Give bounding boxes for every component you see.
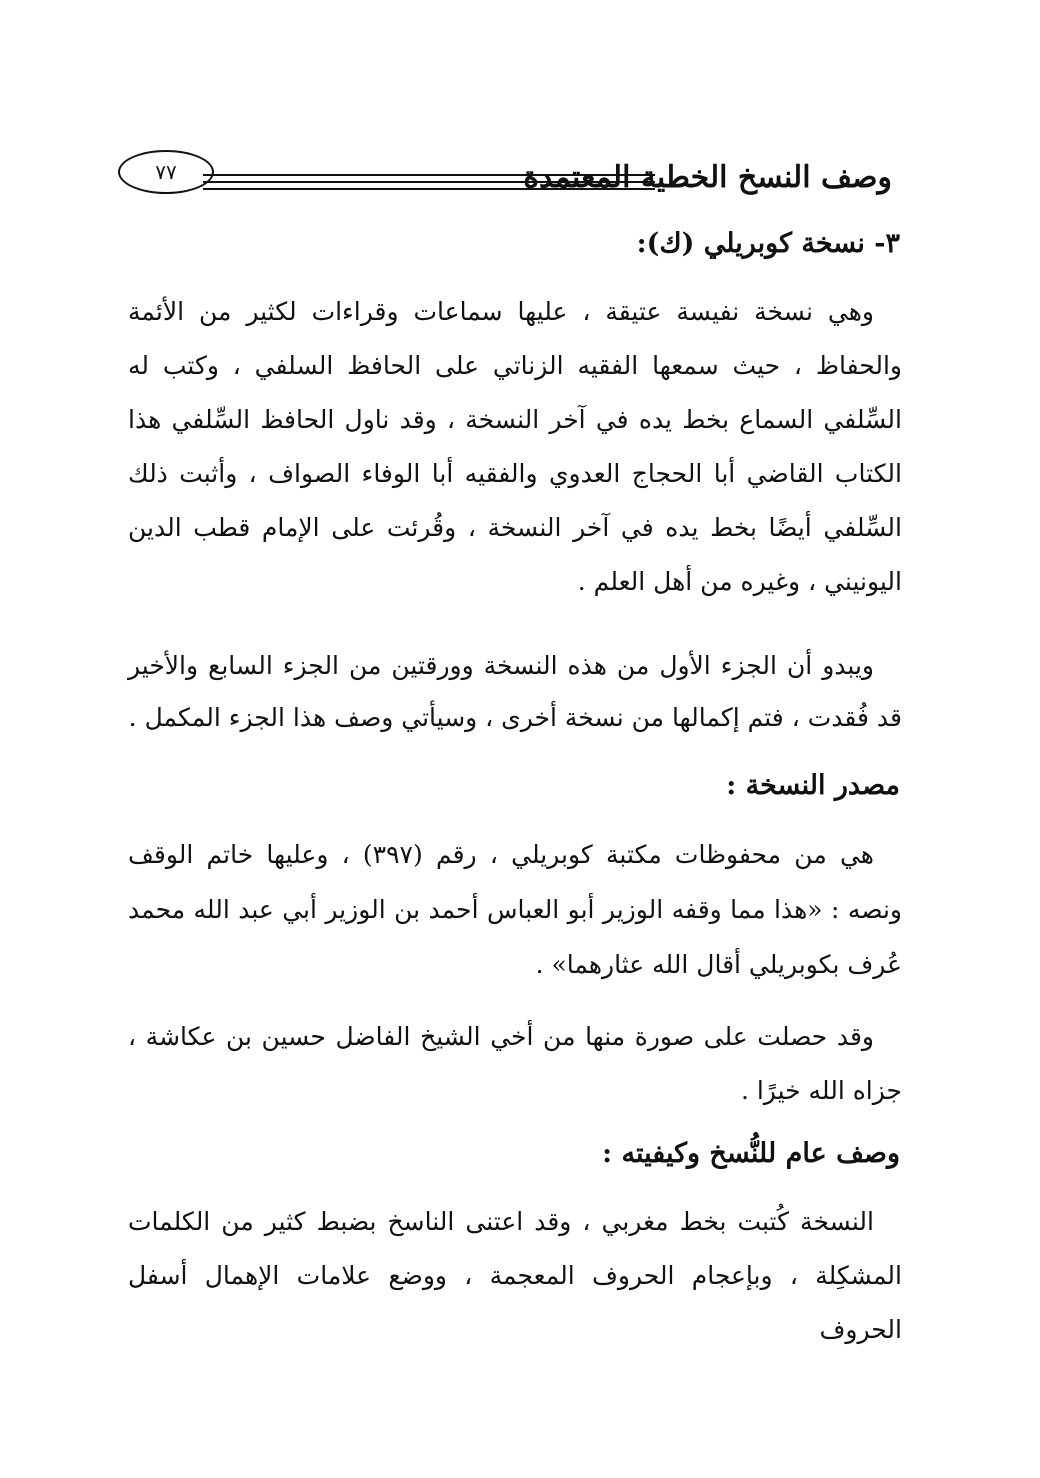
paragraph-acknowledgement bbox=[128, 1010, 902, 1118]
running-header-title: وصف النسخ الخطية المعتمدة bbox=[523, 160, 892, 195]
header-rule-bottom bbox=[203, 188, 655, 190]
paragraph-text: وقد حصلت على صورة منها من أخي الشيخ الفاضل حسين بن عكاشة ، جزاه الله خيرًا . bbox=[128, 1022, 902, 1105]
section-heading-koprulu-copy: ٣- نسخة كوبريلي (ك): bbox=[636, 228, 900, 259]
header-rule-top bbox=[203, 174, 655, 176]
section-heading-general-description: وصف عام للنُّسخ وكيفيته : bbox=[602, 1138, 900, 1169]
page-number-badge bbox=[118, 150, 214, 194]
paragraph-copy-description bbox=[128, 285, 902, 609]
paragraph-missing-parts bbox=[128, 640, 902, 744]
page-number: ٧٧ bbox=[155, 160, 177, 184]
header-rule-middle bbox=[203, 181, 655, 183]
paragraph-text: هي من محفوظات مكتبة كوبريلي ، رقم (٣٩٧) ، وعليها خاتم الوقف ونصه : «هذا مما وقفه الوزير أبو العباس أحمد بن الوزير أبي عبد الله محمد عُرف بكوبريلي أقال الله عثارهما» . bbox=[128, 840, 902, 979]
paragraph-text: وهي نسخة نفيسة عتيقة ، عليها سماعات وقراءات لكثير من الأئمة والحفاظ ، حيث سمعها الفقيه الزناتي على الحافظ السلفي ، وكتب له السِّلفي السماع بخط يده في آخر النسخة ، وقد ناول الحافظ السِّلفي هذا الكتاب القاضي أبا الحجاج العدوي والفقيه أبا الوفاء الصواف ، وأثبت ذلك السِّلفي أيضًا بخط يده في آخر النسخة ، وقُرئت على الإمام قطب الدين اليونيني ، وغيره من أهل العلم . bbox=[128, 297, 902, 596]
paragraph-copy-source bbox=[128, 827, 902, 992]
paragraph-text: ويبدو أن الجزء الأول من هذه النسخة وورقتين من الجزء السابع والأخير قد فُقدت ، فتم إكمالها من نسخة أخرى ، وسيأتي وصف هذا الجزء المكمل . bbox=[128, 651, 902, 732]
paragraph-general-description bbox=[128, 1195, 902, 1357]
paragraph-text: النسخة كُتبت بخط مغربي ، وقد اعتنى الناسخ بضبط كثير من الكلمات المشكِلة ، وبإعجام الحروف المعجمة ، ووضع علامات الإهمال أسفل الحروف bbox=[128, 1207, 902, 1344]
section-heading-copy-source: مصدر النسخة : bbox=[726, 770, 900, 801]
